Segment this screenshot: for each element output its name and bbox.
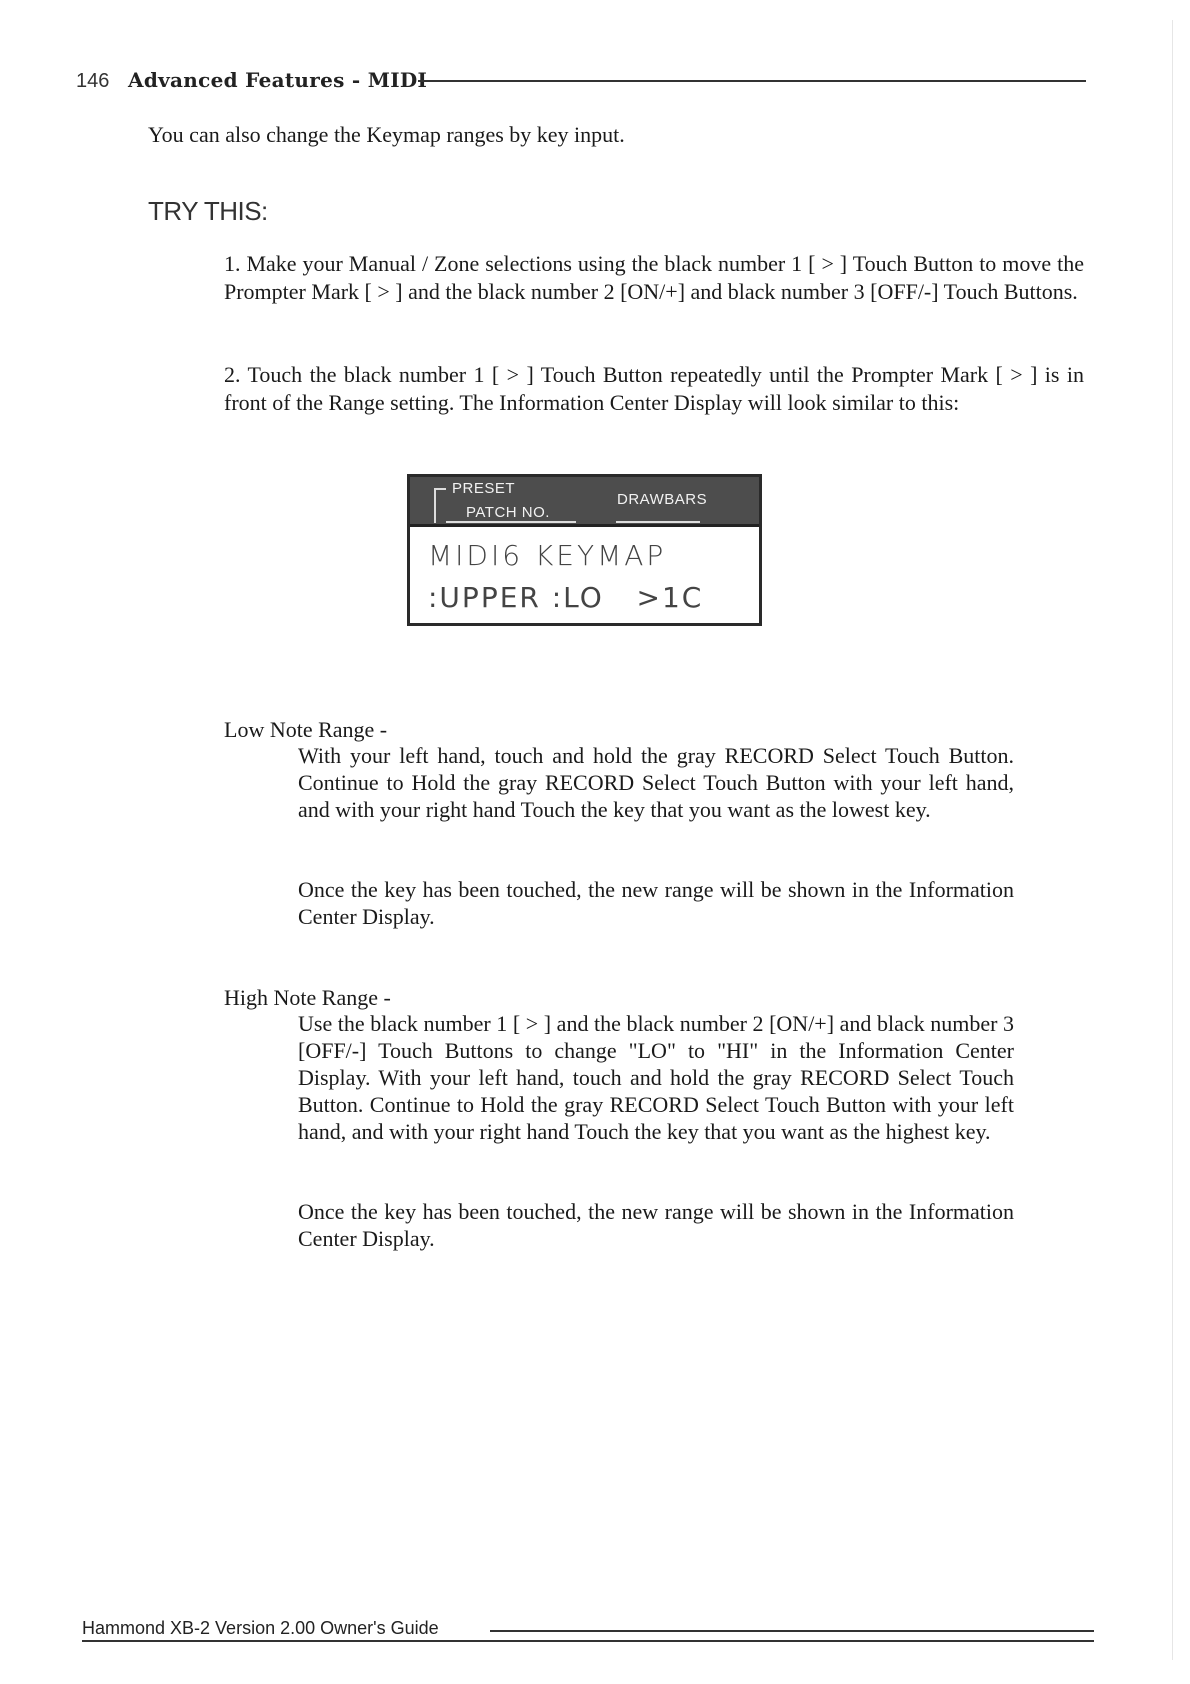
step-1: 1. Make your Manual / Zone selections using the black number 1 [ > ] Touch Button to move the Prompter Mark [ > ] and the black number 2 [ON/+] and black number 3 [OFF/-] Touch Buttons.: [224, 251, 1084, 304]
high-note-body-1: Use the black number 1 [ > ] and the black number 2 [ON/+] and black number 3 [OFF/-] Touch Buttons to change "LO" to "HI" in the Information Center Display. With your left hand, touch and hold the gray RECORD Select Touch Button. Continue to Hold the gray RECORD Select Touch Button with your left hand, and with your right hand Touch the key that you want as the highest key.: [298, 1011, 1014, 1144]
page-number: 146: [76, 70, 110, 92]
bracket-mark: [434, 488, 446, 523]
intro-text: You can also change the Keymap ranges by key input.: [148, 122, 625, 147]
display-line-1: MIDI6 KEYMAP: [428, 539, 667, 572]
low-note-body-1: With your left hand, touch and hold the gray RECORD Select Touch Button. Continue to Hold the gray RECORD Select Touch Button with your left hand, and with your right hand Touch the key that you want as the lowest key.: [298, 743, 1014, 822]
low-note-range-label: Low Note Range -: [224, 717, 388, 742]
drawbars-label: DRAWBARS: [617, 491, 708, 508]
footer-rule-bottom: [82, 1640, 1094, 1642]
high-note-range-label: High Note Range -: [224, 985, 391, 1010]
low-note-body-2: Once the key has been touched, the new range will be shown in the Information Center Display.: [298, 877, 1014, 929]
display-header: [410, 477, 759, 527]
patch-no-label: PATCH NO.: [466, 504, 550, 521]
patch-underline: [446, 521, 576, 523]
footer-text: Hammond XB-2 Version 2.00 Owner's Guide: [82, 1618, 439, 1638]
step-2: 2. Touch the black number 1 [ > ] Touch Button repeatedly until the Prompter Mark [ > ] is in front of the Range setting. The Information Center Display will look similar to this:: [224, 362, 1084, 415]
section-title: Advanced Features - MIDI: [128, 68, 428, 92]
preset-label: PRESET: [452, 480, 516, 497]
display-line-2: :UPPER :LO >1C: [428, 581, 704, 614]
high-note-body-2: Once the key has been touched, the new range will be shown in the Information Center Display.: [298, 1199, 1014, 1251]
information-center-display: [407, 474, 762, 626]
drawbars-underline: [616, 521, 700, 523]
try-this-heading: TRY THIS:: [148, 196, 268, 226]
header-rule: [418, 80, 1086, 82]
page-edge-line: [1172, 20, 1173, 1660]
footer-rule-top: [490, 1630, 1094, 1632]
